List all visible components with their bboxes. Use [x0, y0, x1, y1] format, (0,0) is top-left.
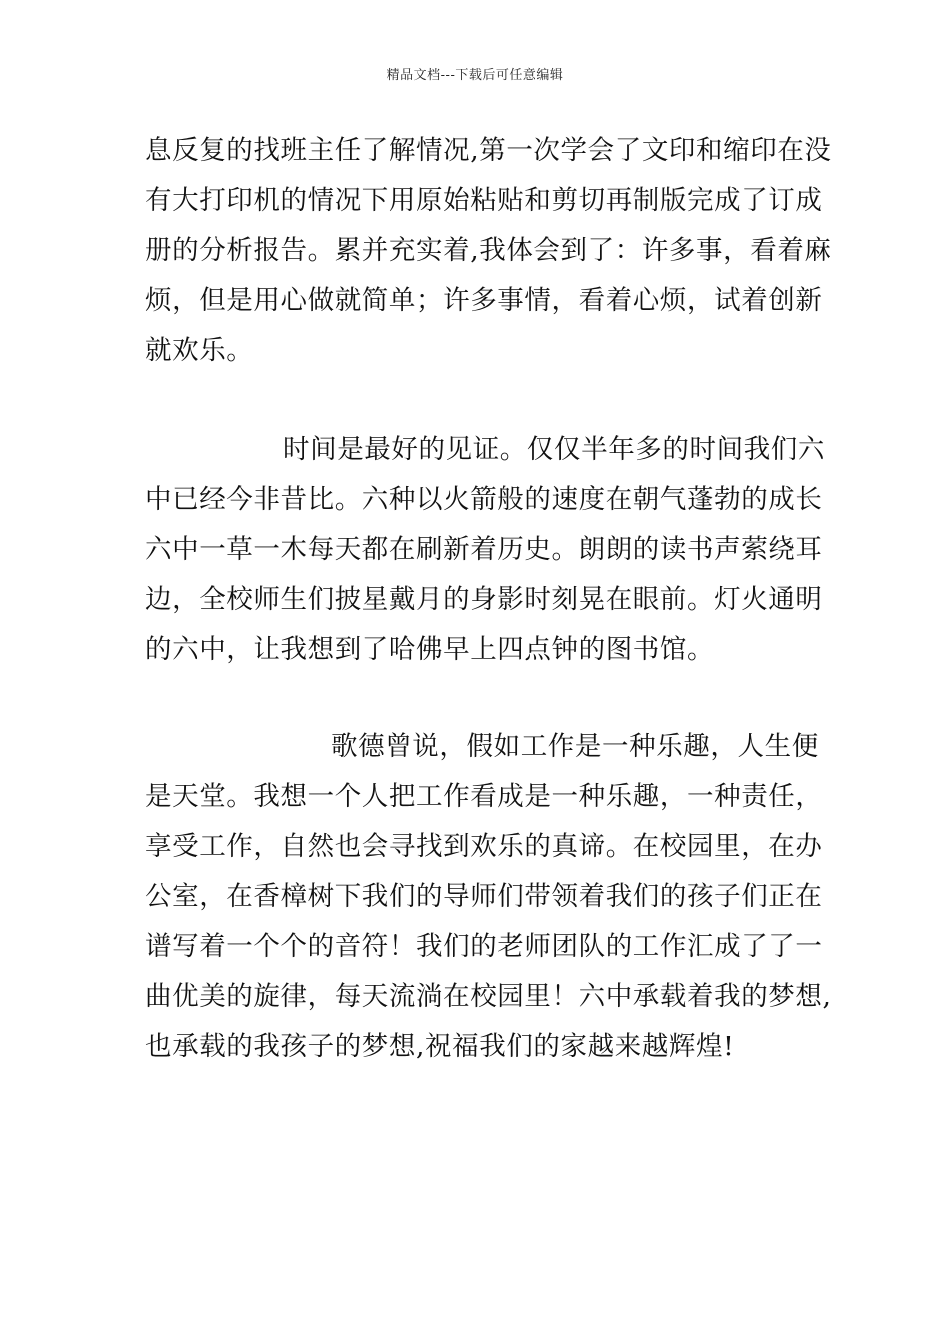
text-line: 享受工作，自然也会寻找到欢乐的真谛。在校园里，在办: [145, 831, 823, 862]
text-line: 是天堂。我想一个人把工作看成是一种乐趣，一种责任，: [145, 781, 823, 812]
text-line: 公室，在香樟树下我们的导师们带领着我们的孩子们正在: [145, 881, 823, 912]
text-line: 中已经今非昔比。六种以火箭般的速度在朝气蓬勃的成长: [145, 484, 823, 515]
text-line: 时间是最好的见证。仅仅半年多的时间我们六: [283, 434, 825, 465]
paragraph-1: [145, 126, 832, 376]
text-line: 息反复的找班主任了解情况,第一次学会了文印和缩印在没: [145, 135, 832, 166]
text-line: 谱写着一个个的音符！我们的老师团队的工作汇成了了一: [145, 931, 823, 962]
text-line: 的六中，让我想到了哈佛早上四点钟的图书馆。: [145, 634, 715, 665]
paragraph-2: [145, 425, 825, 675]
text-line: 烦，但是用心做就简单；许多事情，看着心烦，试着创新: [145, 285, 823, 316]
text-line: 册的分析报告。累并充实着,我体会到了：许多事，看着麻: [145, 235, 832, 266]
text-line: 有大打印机的情况下用原始粘贴和剪切再制版完成了订成: [145, 185, 823, 216]
text-line: 就欢乐。: [145, 335, 254, 366]
text-line: 六中一草一木每天都在刷新着历史。朗朗的读书声萦绕耳: [145, 534, 823, 565]
text-line: 曲优美的旋律，每天流淌在校园里！六中承载着我的梦想,: [145, 981, 832, 1012]
page-header: 精品文档---下载后可任意编辑: [386, 68, 564, 83]
paragraph-3: [145, 722, 832, 1072]
text-line: 边，全校师生们披星戴月的身影时刻晃在眼前。灯火通明: [145, 584, 823, 615]
text-line: 也承载的我孩子的梦想,祝福我们的家越来越辉煌!: [145, 1031, 735, 1062]
text-line: 歌德曾说，假如工作是一种乐趣，人生便: [331, 731, 819, 762]
